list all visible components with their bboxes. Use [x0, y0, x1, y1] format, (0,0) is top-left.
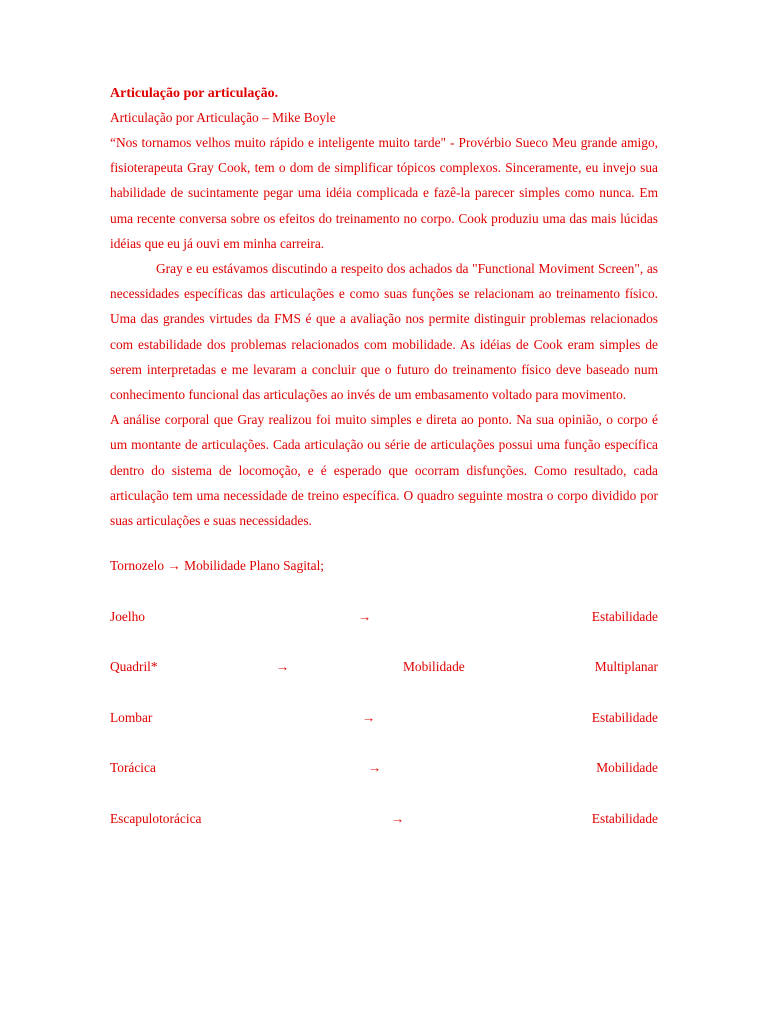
- arrow-icon: →: [276, 659, 290, 675]
- document-subtitle: Articulação por Articulação – Mike Boyle: [110, 110, 336, 125]
- arrow-icon: →: [391, 810, 405, 826]
- joint-need: Mobilidade: [403, 659, 465, 675]
- joint-name: Escapulotorácica: [110, 810, 202, 826]
- paragraph-intro: “Nos tornamos velhos muito rápido e inteligente muito tarde" - Provérbio Sueco Meu grande amigo, fisioterapeuta Gray Cook, tem o dom de simplificar tópicos complexos. Sinceramente, eu invejo sua habilidade de sucintamente pegar uma idéia complicada e fazê-la parecer simples como nunca. Em uma recente conversa sobre os efeitos do treinamento no corpo. Cook produziu uma das mais lúcidas idéias que eu já ouvi em minha carreira.: [110, 135, 658, 251]
- joint-name: Joelho: [110, 608, 145, 624]
- document-page: [110, 84, 658, 861]
- joint-row-quadril: [110, 659, 658, 710]
- joint-row-escapulotoracica: [110, 811, 658, 862]
- joint-need: Estabilidade: [591, 709, 658, 725]
- joint-name: Quadril*: [110, 659, 158, 675]
- joint-need: Estabilidade: [591, 810, 658, 826]
- paragraph-analysis: A análise corporal que Gray realizou foi muito simples e direta ao ponto. Na sua opinião, o corpo é um montante de articulações. Cada articulação ou série de articulações possui uma função específica dentro do sistema de locomoção, e é esperado que ocorram disfunções. Como resultado, cada articulação tem uma necessidade de treino específica. O quadro seguinte mostra o corpo dividido por suas articulações e suas necessidades.: [110, 412, 658, 529]
- joint-name: Torácica: [110, 760, 156, 776]
- joint-row-toracica: [110, 760, 658, 811]
- joint-need-extra: Multiplanar: [594, 659, 658, 675]
- joint-name: Lombar: [110, 709, 153, 725]
- arrow-icon: →: [368, 760, 382, 776]
- joint-need: Estabilidade: [591, 608, 658, 624]
- joint-needs-list: [110, 558, 658, 861]
- joint-row-text: Tornozelo → Mobilidade Plano Sagital;: [110, 558, 325, 574]
- joint-need: Mobilidade: [596, 760, 658, 776]
- joint-row-joelho: [110, 609, 658, 660]
- arrow-icon: →: [362, 709, 376, 725]
- joint-row-lombar: [110, 710, 658, 761]
- document-heading: Articulação por articulação.: [110, 86, 279, 101]
- arrow-icon: →: [358, 608, 372, 624]
- joint-row-tornozelo: [110, 558, 658, 609]
- paragraph-fms: Gray e eu estávamos discutindo a respeito dos achados da "Functional Moviment Screen", as necessidades específicas das articulações e como suas funções se relacionam ao treinamento físico. Uma das grandes virtudes da FMS é que a avaliação nos permite distinguir problemas relacionados com estabilidade dos problemas relacionados com mobilidade. As idéias de Cook eram simples de serem interpretadas e me levaram a concluir que o futuro do treinamento físico deve baseado num conhecimento funcional das articulações ao invés de um embasamento voltado para movimento.: [110, 261, 658, 403]
